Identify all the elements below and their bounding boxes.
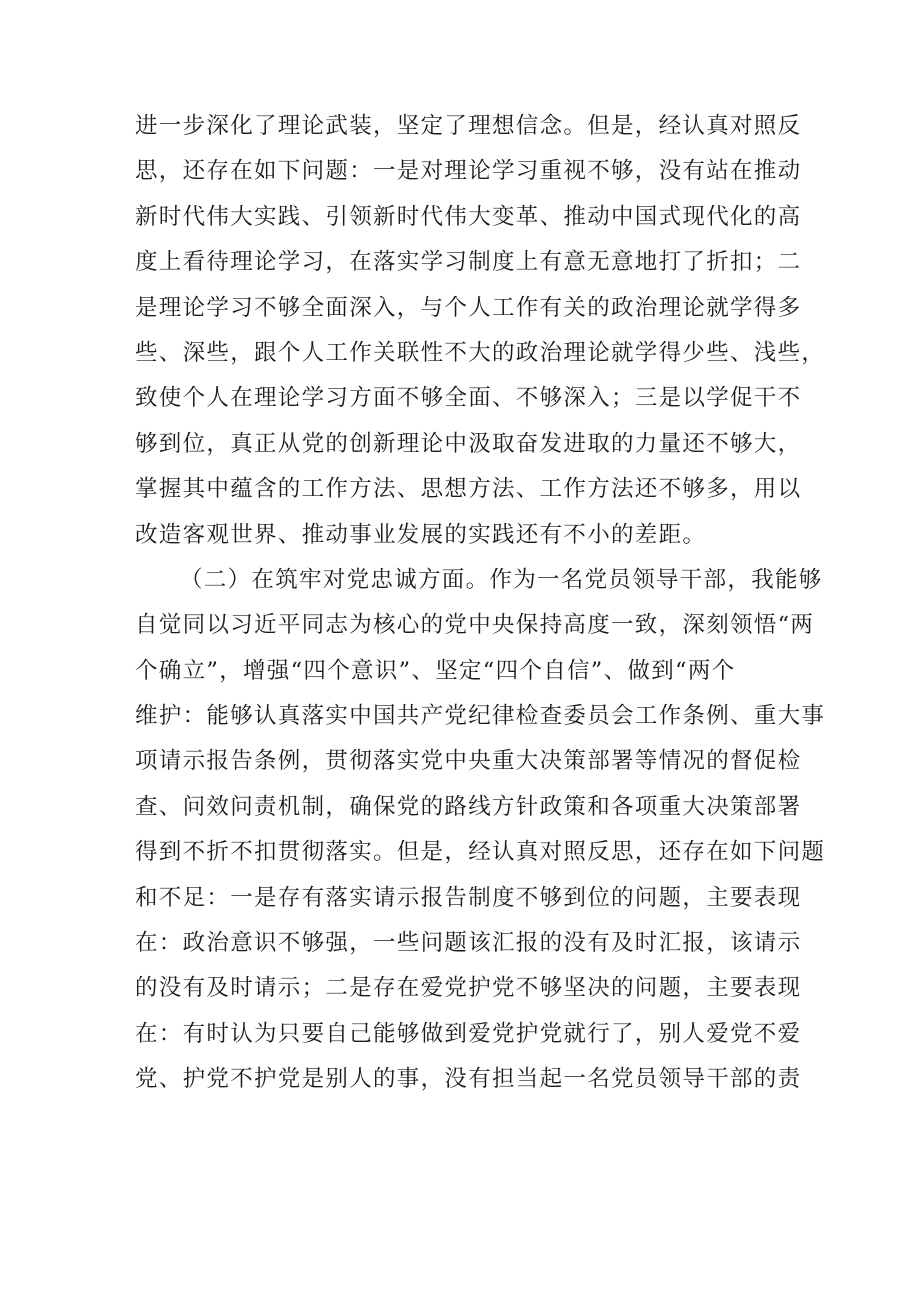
text-line: 改造客观世界、推动事业发展的实践还有不小的差距。 <box>135 521 707 548</box>
text-line: 项请示报告条例，贯彻落实党中央重大决策部署等情况的督促检 <box>135 748 802 775</box>
text-line: 进一步深化了理论武装，坚定了理想信念。但是，经认真对照反 <box>135 113 802 139</box>
text-line: 新时代伟大实践、引领新时代伟大变革、推动中国式现代化的高 <box>135 203 802 230</box>
text-line: 和不足：一是存有落实请示报告制度不够到位的问题，主要表现 <box>135 884 802 911</box>
text-line: 个确立”，增强“四个意识”、坚定“四个自信”、做到“两个 <box>135 657 736 684</box>
text-line: 查、问效问责机制，确保党的路线方针政策和各项重大决策部署 <box>135 793 802 820</box>
text-line: 思，还存在如下问题：一是对理论学习重视不够，没有站在推动 <box>135 158 802 185</box>
text-line: 些、深些，跟个人工作关联性不大的政治理论就学得少些、浅些， <box>135 339 826 366</box>
text-line: 在：有时认为只要自己能够做到爱党护党就行了，别人爱党不爱 <box>135 1020 802 1047</box>
text-line: 自觉同以习近平同志为核心的党中央保持高度一致，深刻领悟“两 <box>135 612 815 639</box>
text-line: 度上看待理论学习，在落实学习制度上有意无意地打了折扣；二 <box>135 249 802 276</box>
text-line: 够到位，真正从党的创新理论中汲取奋发进取的力量还不够大， <box>135 430 802 457</box>
text-line: 的没有及时请示；二是存在爱党护党不够坚决的问题，主要表现 <box>135 975 802 1002</box>
text-line: 党、护党不护党是别人的事，没有担当起一名党员领导干部的责 <box>135 1066 802 1093</box>
text-line: 维护：能够认真落实中国共产党纪律检查委员会工作条例、重大事 <box>135 703 826 730</box>
text-line: 在：政治意识不够强，一些问题该汇报的没有及时汇报，该请示 <box>135 930 802 957</box>
text-line: 致使个人在理论学习方面不够全面、不够深入；三是以学促干不 <box>135 385 802 412</box>
section-heading-line: （二）在筑牢对党忠诚方面。作为一名党员领导干部，我能够 <box>180 566 823 593</box>
text-line: 掌握其中蕴含的工作方法、思想方法、工作方法还不够多，用以 <box>135 476 802 503</box>
body-text <box>135 104 826 1103</box>
text-line: 是理论学习不够全面深入，与个人工作有关的政治理论就学得多 <box>135 294 802 321</box>
text-line: 得到不折不扣贯彻落实。但是，经认真对照反思，还存在如下问题 <box>135 839 826 866</box>
